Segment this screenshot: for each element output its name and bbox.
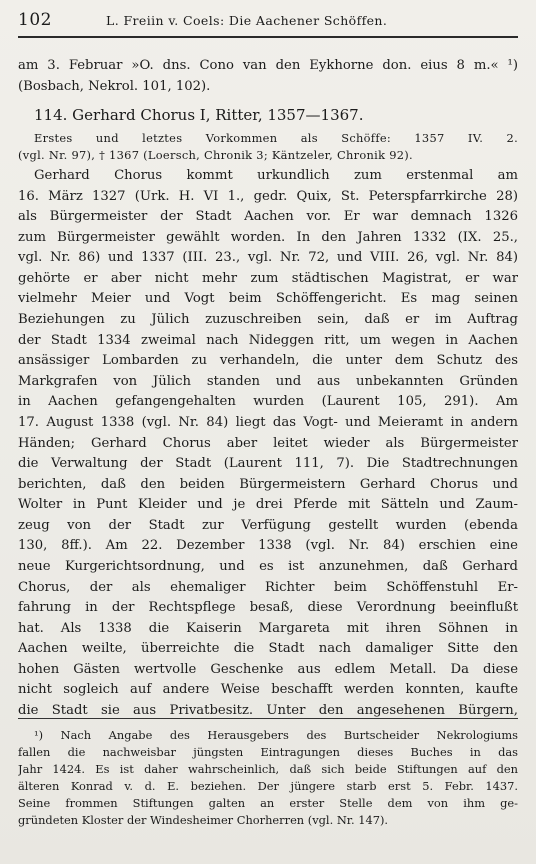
body-line: nicht sogleich auf andere Weise beschafft werden konnten, kaufte (18, 682, 518, 698)
body-line: Chorus, der als ehemaliger Richter beim Schöffenstuhl Er- (18, 579, 518, 595)
footnote-line: Seine frommen Stiftungen galten an erster Stelle dem von ihm ge- (18, 796, 518, 810)
body-line: hohen Gästen wertvolle Geschenke aus edlem Metall. Da diese (18, 661, 518, 677)
body-line: die Stadt sie aus Privatbesitz. Unter den angesehenen Bürgern, (18, 703, 518, 718)
body-line: neue Kurgerichtsordnung, und es ist anzunehmen, daß Gerhard (18, 558, 518, 574)
footnote-line: gründeten Kloster der Windesheimer Chorherren (vgl. Nr. 147). (18, 813, 389, 827)
entry-subline: (vgl. Nr. 97), † 1367 (Loersch, Chronik 3; Käntzeler, Chronik 92). (18, 148, 413, 162)
running-head: L. Freiin v. Coels: Die Aachener Schöffen. (106, 13, 388, 28)
body-line: zum Bürgermeister gewählt worden. In den Jahren 1332 (IX. 25., (18, 229, 518, 245)
footnote-line: Jahr 1424. Es ist daher wahrscheinlich, daß sich beide Stiftungen auf den (18, 762, 518, 776)
body-line: Markgrafen von Jülich standen und aus unbekannten Gründen (18, 373, 518, 389)
body-line: 130, 8ff.). Am 22. Dezember 1338 (vgl. Nr. 84) erschien eine (18, 538, 518, 554)
body-line: Aachen weilte, überreichte die Stadt nach damaliger Sitte den (18, 641, 518, 657)
entry-heading: 114. Gerhard Chorus I, Ritter, 1357—1367. (34, 106, 364, 124)
body-line: Gerhard Chorus kommt urkundlich zum erstenmal am (34, 168, 518, 183)
body-line: die Verwaltung der Stadt (Laurent 111, 7). Die Stadtrechnungen (18, 456, 518, 472)
body-line: berichten, daß den beiden Bürgermeistern Gerhard Chorus und (18, 476, 518, 492)
body-line: als Bürgermeister der Stadt Aachen vor. Er war demnach 1326 (18, 209, 518, 225)
body-line: fahrung in der Rechtspflege besaß, diese Verordnung beeinflußt (18, 600, 518, 616)
body-line: zeug von der Stadt zur Verfügung gestellt wurden (ebenda (18, 517, 518, 533)
intro-line: am 3. Februar »O. dns. Cono van den Eykhorne don. eius 8 m.« ¹) (18, 58, 518, 73)
page-number: 102 (18, 10, 52, 30)
footnote-line: fallen die nachweisbar jüngsten Eintragungen dieses Buches in das (18, 745, 518, 759)
body-line: ansässiger Lombarden zu verhandeln, die unter dem Schutz des (18, 353, 518, 369)
body-line: der Stadt 1334 zweimal nach Nideggen ritt, um wegen in Aachen (18, 332, 518, 348)
page-header (18, 10, 518, 38)
intro-line: (Bosbach, Nekrol. 101, 102). (18, 79, 211, 94)
body-line: 16. März 1327 (Urk. H. VI 1., gedr. Quix, St. Peterspfarrkirche 28) (18, 188, 518, 204)
body-line: Wolter in Punt Kleider und je drei Pferde mit Sätteln und Zaum- (18, 497, 518, 513)
footnote-line: ¹) Nach Angabe des Herausgebers des Burtscheider Nekrologiums (34, 728, 518, 742)
entry-subline: Erstes und letztes Vorkommen als Schöffe: 1357 IV. 2. (34, 131, 518, 145)
body-line: 17. August 1338 (vgl. Nr. 84) liegt das Vogt- und Meieramt in andern (18, 414, 518, 430)
body-line: vgl. Nr. 86) und 1337 (III. 23., vgl. Nr. 72, und VIII. 26, vgl. Nr. 84) (18, 250, 518, 266)
body-line: hat. Als 1338 die Kaiserin Margareta mit ihren Söhnen in (18, 620, 518, 636)
body-line: in Aachen gefangengehalten wurden (Laurent 105, 291). Am (18, 394, 518, 410)
footnote-rule (18, 718, 518, 719)
body-line: Beziehungen zu Jülich zuzuschreiben sein, daß er im Auftrag (18, 312, 518, 328)
footnote-line: älteren Konrad v. d. E. beziehen. Der jüngere starb erst 5. Febr. 1437. (18, 779, 518, 793)
body-line: vielmehr Meier und Vogt beim Schöffengericht. Es mag seinen (18, 291, 518, 307)
body-line: Händen; Gerhard Chorus aber leitet wieder als Bürgermeister (18, 435, 518, 451)
body-line: gehörte er aber nicht mehr zum städtischen Magistrat, er war (18, 270, 518, 286)
